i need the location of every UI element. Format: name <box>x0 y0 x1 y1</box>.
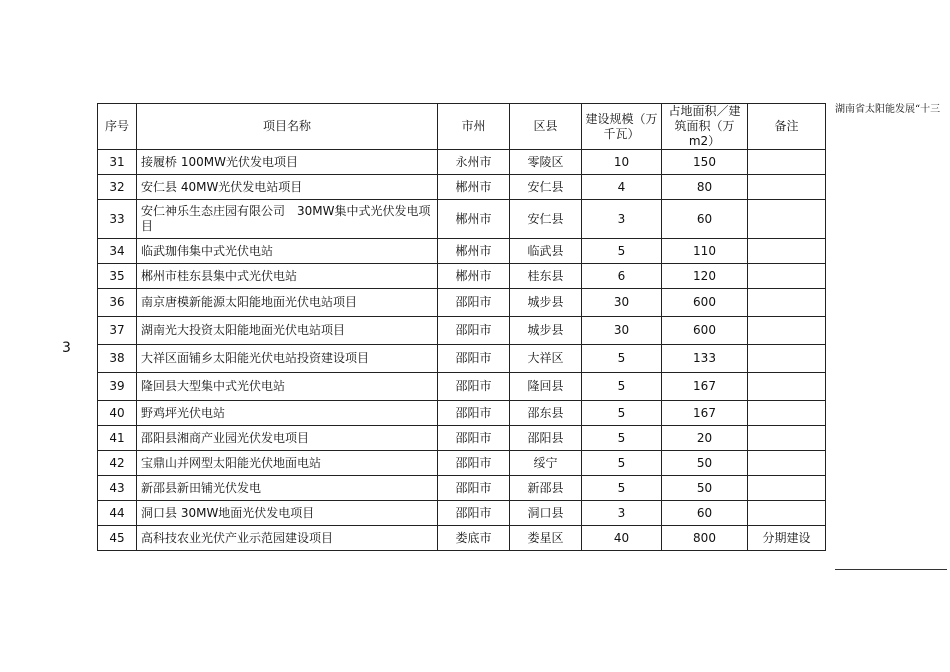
cell-city: 郴州市 <box>438 239 510 264</box>
table-row <box>98 526 826 551</box>
cell-county: 临武县 <box>510 239 582 264</box>
cell-name: 洞口县 30MW地面光伏发电项目 <box>137 501 438 526</box>
cell-city: 邵阳市 <box>438 476 510 501</box>
cell-name: 宝鼎山并网型太阳能光伏地面电站 <box>137 451 438 476</box>
cell-area: 133 <box>662 345 748 373</box>
cell-scale: 10 <box>582 150 662 175</box>
table-row <box>98 200 826 239</box>
footer-rule <box>835 569 947 570</box>
table-row <box>98 150 826 175</box>
cell-scale: 3 <box>582 501 662 526</box>
cell-note <box>748 264 826 289</box>
cell-scale: 3 <box>582 200 662 239</box>
cell-scale: 4 <box>582 175 662 200</box>
cell-county: 大祥区 <box>510 345 582 373</box>
cell-name: 接履桥 100MW光伏发电项目 <box>137 150 438 175</box>
header-cell-county: 区县 <box>510 104 582 150</box>
cell-city: 邵阳市 <box>438 426 510 451</box>
header-cell-name: 项目名称 <box>137 104 438 150</box>
cell-scale: 30 <box>582 289 662 317</box>
cell-city: 邵阳市 <box>438 345 510 373</box>
cell-city: 邵阳市 <box>438 317 510 345</box>
cell-county: 隆回县 <box>510 373 582 401</box>
cell-note <box>748 426 826 451</box>
cell-city: 邵阳市 <box>438 289 510 317</box>
cell-county: 绥宁 <box>510 451 582 476</box>
cell-note <box>748 451 826 476</box>
table-row <box>98 451 826 476</box>
cell-note: 分期建设 <box>748 526 826 551</box>
cell-county: 零陵区 <box>510 150 582 175</box>
table-row <box>98 317 826 345</box>
cell-area: 20 <box>662 426 748 451</box>
table-row <box>98 345 826 373</box>
header-cell-note: 备注 <box>748 104 826 150</box>
cell-area: 600 <box>662 317 748 345</box>
cell-name: 大祥区面铺乡太阳能光伏电站投资建设项目 <box>137 345 438 373</box>
table-row <box>98 175 826 200</box>
cell-note <box>748 289 826 317</box>
cell-area: 60 <box>662 200 748 239</box>
cell-county: 安仁县 <box>510 175 582 200</box>
cell-note <box>748 373 826 401</box>
cell-no: 35 <box>98 264 137 289</box>
cell-county: 邵阳县 <box>510 426 582 451</box>
header-cell-no: 序号 <box>98 104 137 150</box>
cell-scale: 5 <box>582 476 662 501</box>
cell-area: 167 <box>662 401 748 426</box>
cell-note <box>748 239 826 264</box>
cell-name: 新邵县新田铺光伏发电 <box>137 476 438 501</box>
cell-scale: 30 <box>582 317 662 345</box>
cell-city: 邵阳市 <box>438 501 510 526</box>
cell-scale: 5 <box>582 345 662 373</box>
table-row <box>98 426 826 451</box>
cell-area: 600 <box>662 289 748 317</box>
running-header: 湖南省太阳能发展“十三 <box>835 104 941 115</box>
cell-no: 38 <box>98 345 137 373</box>
table-header-row <box>98 104 826 150</box>
cell-no: 43 <box>98 476 137 501</box>
project-table <box>97 103 826 551</box>
cell-no: 45 <box>98 526 137 551</box>
header-cell-city: 市州 <box>438 104 510 150</box>
cell-county: 桂东县 <box>510 264 582 289</box>
cell-scale: 5 <box>582 401 662 426</box>
header-cell-scale: 建设规模（万千瓦） <box>582 104 662 150</box>
table-row <box>98 401 826 426</box>
cell-name: 湖南光大投资太阳能地面光伏电站项目 <box>137 317 438 345</box>
cell-note <box>748 401 826 426</box>
cell-area: 167 <box>662 373 748 401</box>
cell-area: 50 <box>662 451 748 476</box>
cell-no: 44 <box>98 501 137 526</box>
cell-area: 120 <box>662 264 748 289</box>
cell-county: 洞口县 <box>510 501 582 526</box>
table-row <box>98 289 826 317</box>
cell-county: 娄星区 <box>510 526 582 551</box>
cell-area: 110 <box>662 239 748 264</box>
table-row <box>98 264 826 289</box>
cell-area: 150 <box>662 150 748 175</box>
cell-county: 安仁县 <box>510 200 582 239</box>
cell-no: 33 <box>98 200 137 239</box>
cell-city: 邵阳市 <box>438 451 510 476</box>
cell-note <box>748 200 826 239</box>
cell-city: 郴州市 <box>438 200 510 239</box>
cell-note <box>748 501 826 526</box>
cell-no: 36 <box>98 289 137 317</box>
cell-area: 80 <box>662 175 748 200</box>
cell-county: 城步县 <box>510 289 582 317</box>
cell-county: 新邵县 <box>510 476 582 501</box>
table-row <box>98 501 826 526</box>
cell-note <box>748 317 826 345</box>
cell-name: 临武珈伟集中式光伏电站 <box>137 239 438 264</box>
cell-note <box>748 175 826 200</box>
page-number: 3 <box>62 340 71 356</box>
cell-note <box>748 476 826 501</box>
cell-area: 800 <box>662 526 748 551</box>
cell-no: 37 <box>98 317 137 345</box>
cell-name: 郴州市桂东县集中式光伏电站 <box>137 264 438 289</box>
header-cell-area: 占地面积／建筑面积（万 m2） <box>662 104 748 150</box>
cell-city: 永州市 <box>438 150 510 175</box>
cell-city: 郴州市 <box>438 175 510 200</box>
cell-county: 城步县 <box>510 317 582 345</box>
cell-no: 34 <box>98 239 137 264</box>
cell-name: 邵阳县湘商产业园光伏发电项目 <box>137 426 438 451</box>
cell-area: 50 <box>662 476 748 501</box>
cell-no: 39 <box>98 373 137 401</box>
cell-name: 野鸡坪光伏电站 <box>137 401 438 426</box>
cell-scale: 5 <box>582 451 662 476</box>
cell-scale: 40 <box>582 526 662 551</box>
cell-no: 40 <box>98 401 137 426</box>
table-row <box>98 373 826 401</box>
cell-name: 安仁县 40MW光伏发电站项目 <box>137 175 438 200</box>
cell-name: 高科技农业光伏产业示范园建设项目 <box>137 526 438 551</box>
cell-name: 南京唐模新能源太阳能地面光伏电站项目 <box>137 289 438 317</box>
cell-county: 邵东县 <box>510 401 582 426</box>
table-row <box>98 239 826 264</box>
cell-city: 邵阳市 <box>438 373 510 401</box>
cell-no: 32 <box>98 175 137 200</box>
cell-scale: 5 <box>582 426 662 451</box>
cell-name: 安仁神乐生态庄园有限公司 30MW集中式光伏发电项目 <box>137 200 438 239</box>
cell-no: 42 <box>98 451 137 476</box>
cell-note <box>748 150 826 175</box>
cell-city: 郴州市 <box>438 264 510 289</box>
cell-city: 邵阳市 <box>438 401 510 426</box>
cell-scale: 5 <box>582 373 662 401</box>
cell-scale: 6 <box>582 264 662 289</box>
cell-area: 60 <box>662 501 748 526</box>
cell-note <box>748 345 826 373</box>
cell-city: 娄底市 <box>438 526 510 551</box>
cell-name: 隆回县大型集中式光伏电站 <box>137 373 438 401</box>
cell-scale: 5 <box>582 239 662 264</box>
cell-no: 41 <box>98 426 137 451</box>
table-row <box>98 476 826 501</box>
cell-no: 31 <box>98 150 137 175</box>
